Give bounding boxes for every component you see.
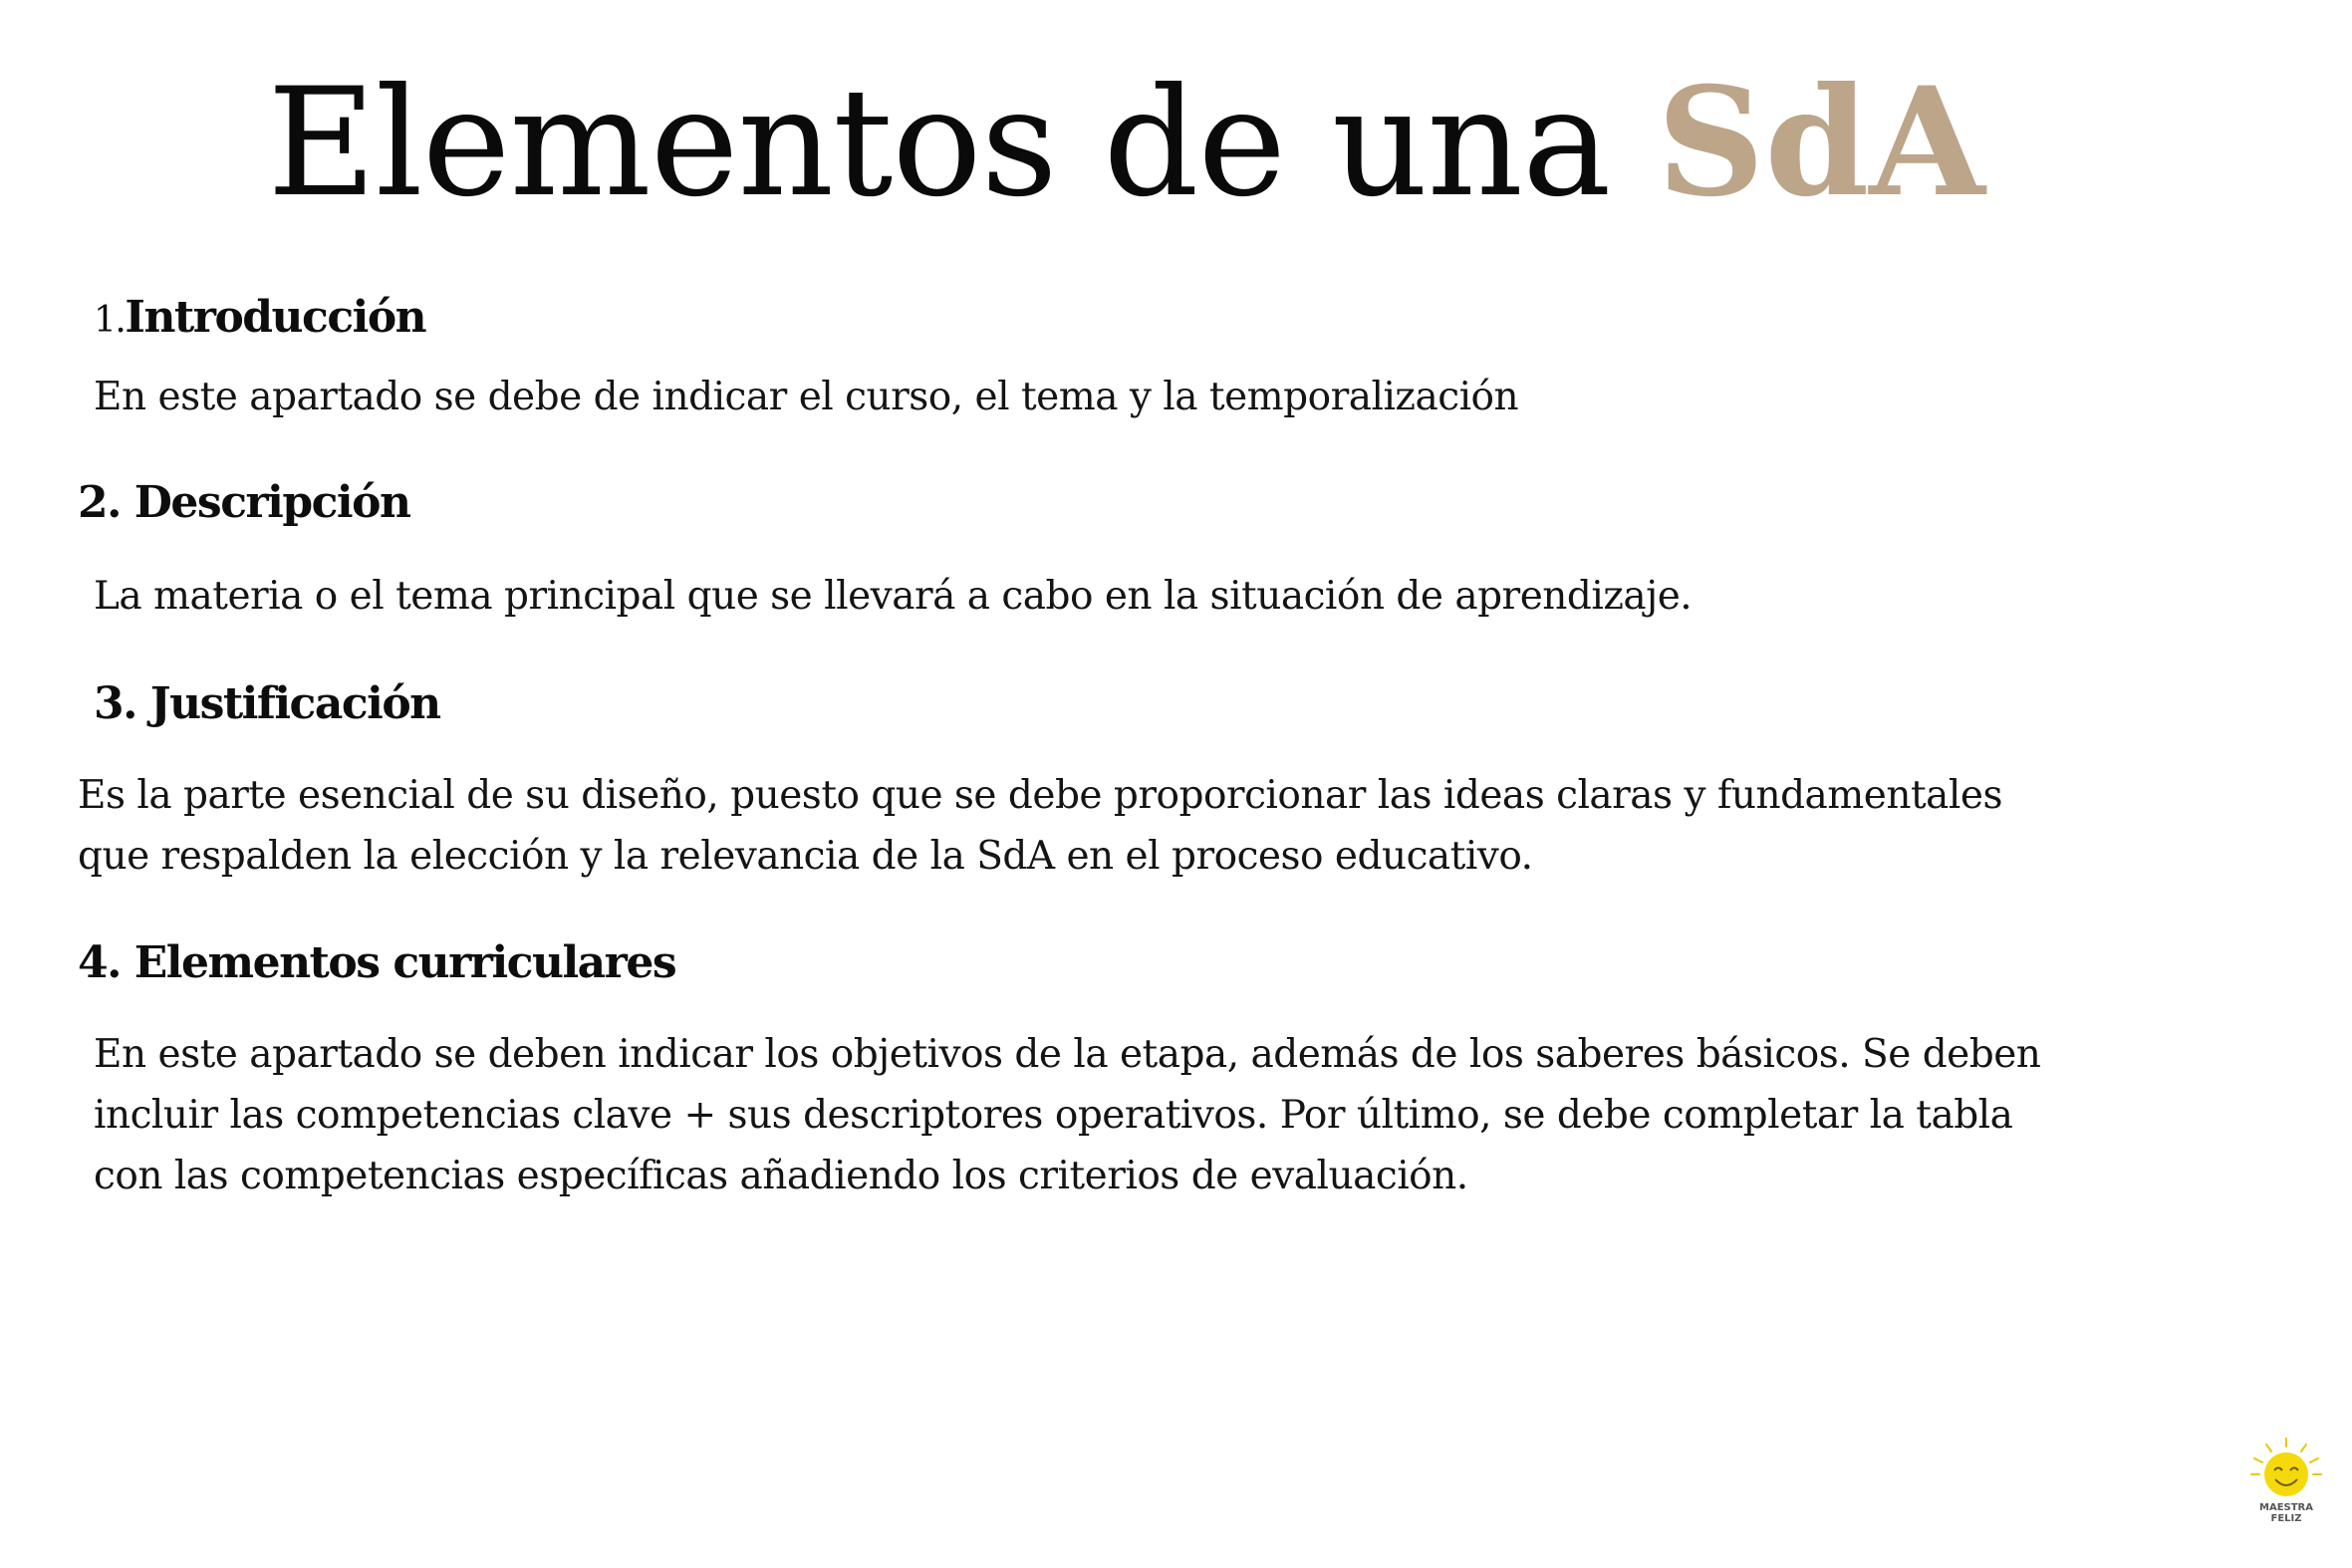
text-line: que respalden la elección y la relevancia de la SdA en el proceso educativo. [78, 834, 1533, 879]
text-line: incluir las competencias clave + sus descriptores operativos. Por último, se debe completar la tabla [94, 1093, 2013, 1138]
sun-icon [2241, 1435, 2331, 1504]
title-main: Elementos de una [267, 57, 1658, 230]
logo-text-line1: MAESTRA [2259, 1502, 2313, 1513]
section-heading-introduccion [94, 291, 425, 348]
section-text-introduccion [94, 367, 1518, 427]
section-number: 4. [78, 937, 121, 988]
section-heading-text: Introducción [125, 292, 426, 343]
section-text-descripcion [94, 566, 1692, 627]
section-heading-text: Justificación [149, 678, 440, 729]
text-line: En este apartado se deben indicar los objetivos de la etapa, además de los saberes básicos. Se deben [94, 1032, 2041, 1077]
section-number: 2. [78, 477, 121, 528]
section-heading-text: Descripción [133, 477, 410, 528]
page-title [0, 55, 2352, 230]
section-text-elementos-curriculares [94, 1024, 2040, 1206]
text-line: En este apartado se debe de indicar el curso, el tema y la temporalización [94, 375, 1519, 419]
section-heading-elementos-curriculares [78, 936, 675, 990]
logo-text-line2: FELIZ [2270, 1513, 2302, 1524]
section-heading-text: Elementos curriculares [133, 937, 676, 988]
text-line: con las competencias específicas añadiendo los criterios de evaluación. [94, 1154, 1468, 1198]
section-number: 3. [94, 678, 136, 729]
text-line: Es la parte esencial de su diseño, puesto que se debe proporcionar las ideas claras y fundamentales [78, 773, 2002, 818]
section-number: 1. [94, 300, 126, 341]
maestra-feliz-logo [2241, 1435, 2331, 1544]
section-text-justificacion [78, 765, 2002, 887]
section-heading-descripcion [78, 476, 409, 530]
text-line: La materia o el tema principal que se llevará a cabo en la situación de aprendizaje. [94, 574, 1693, 619]
section-heading-justificacion [94, 677, 440, 731]
title-accent: SdA [1657, 55, 1985, 230]
